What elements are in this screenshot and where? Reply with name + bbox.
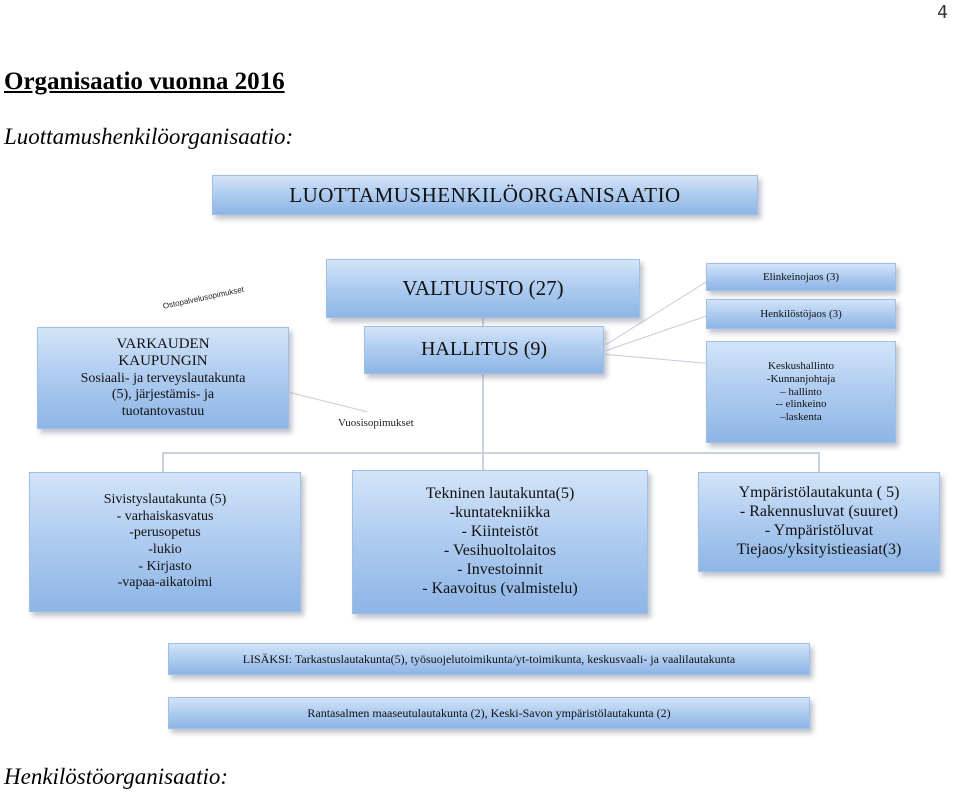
sivistys-line: Sivistyslautakunta (5) bbox=[103, 492, 227, 508]
page-number: 4 bbox=[937, 2, 948, 23]
henkilostojaos-label: Henkilöstöjaos (3) bbox=[760, 307, 842, 320]
ymparisto-line: Tiejaos/yksityistieasiat(3) bbox=[736, 540, 902, 558]
elinkeinojaos-box bbox=[706, 263, 896, 291]
keskushallinto-line: – hallinto bbox=[780, 385, 822, 398]
keskushallinto-line: –laskenta bbox=[780, 411, 822, 424]
valtuusto-label: VALTUUSTO (27) bbox=[402, 276, 564, 301]
varkaus-line: KAUPUNGIN bbox=[118, 353, 208, 370]
connector-sivistys bbox=[162, 452, 164, 472]
hallitus-box bbox=[364, 326, 604, 374]
valtuusto-box bbox=[326, 259, 640, 318]
keskushallinto-box bbox=[706, 341, 896, 443]
ymparisto-line: Ympäristölautakunta ( 5) bbox=[738, 484, 900, 502]
tekninen-line: - Vesihuoltolaitos bbox=[443, 542, 557, 559]
tilted-connector-label: Ostopalvelusopimukset bbox=[162, 284, 245, 311]
tekninen-line: - Kiinteistöt bbox=[461, 523, 539, 541]
page-title: Organisaatio vuonna 2016 bbox=[4, 68, 285, 95]
elinkeinojaos-label: Elinkeinojaos (3) bbox=[762, 270, 840, 283]
henkilostojaos-box bbox=[706, 299, 896, 329]
rantasalmi-label: Rantasalmen maaseutulautakunta (2), Keski-Savon ympäristölautakunta (2) bbox=[307, 705, 671, 720]
tekninen-box bbox=[352, 470, 648, 614]
ymparisto-box bbox=[698, 472, 940, 572]
connector-keskushallinto bbox=[606, 354, 706, 364]
connector-ymparisto bbox=[818, 452, 820, 472]
varkaus-line: (5), järjestämis- ja bbox=[111, 387, 215, 403]
vuosisopimukset-label: Vuosisopimukset bbox=[338, 417, 414, 429]
tekninen-line: -kuntatekniikka bbox=[449, 504, 551, 522]
tekninen-line: - Kaavoitus (valmistelu) bbox=[422, 579, 578, 597]
varkaus-line: tuotantovastuu bbox=[121, 403, 205, 419]
sivistys-line: -vapaa-aikatoimi bbox=[117, 575, 213, 591]
footer-heading: Henkilöstöorganisaatio: bbox=[4, 764, 229, 789]
keskushallinto-line: -- elinkeino bbox=[775, 398, 827, 411]
keskushallinto-line: -Kunnanjohtaja bbox=[766, 372, 836, 385]
page-subtitle: Luottamushenkilöorganisaatio: bbox=[4, 124, 294, 149]
tekninen-line: - Investoinnit bbox=[457, 560, 543, 578]
sivistys-line: -perusopetus bbox=[129, 525, 201, 541]
header-box bbox=[212, 175, 758, 215]
ymparisto-line: - Rakennusluvat (suuret) bbox=[739, 503, 899, 521]
connector-level-bar bbox=[162, 452, 820, 454]
sivistys-line: - Kirjasto bbox=[138, 558, 192, 574]
rantasalmi-box bbox=[168, 697, 810, 729]
lisaksi-box bbox=[168, 643, 810, 675]
hallitus-label: HALLITUS (9) bbox=[420, 338, 548, 361]
varkaus-box bbox=[37, 327, 289, 429]
tekninen-line: Tekninen lautakunta(5) bbox=[425, 485, 575, 503]
connector-vuosisopimukset bbox=[290, 392, 368, 412]
sivistys-box bbox=[29, 472, 301, 612]
varkaus-line: Sosiaali- ja terveyslautakunta bbox=[80, 370, 246, 386]
sivistys-line: -lukio bbox=[148, 542, 182, 557]
header-label: LUOTTAMUSHENKILÖORGANISAATIO bbox=[289, 182, 681, 207]
connector-valtuusto-hallitus bbox=[482, 318, 484, 326]
ymparisto-line: - Ympäristöluvat bbox=[764, 522, 874, 539]
sivistys-line: - varhaiskasvatus bbox=[116, 508, 214, 524]
connector-hallitus-trunk bbox=[482, 374, 484, 470]
varkaus-line: VARKAUDEN bbox=[116, 335, 210, 352]
keskushallinto-line: Keskushallinto bbox=[768, 359, 834, 372]
lisaksi-label: LISÄKSI: Tarkastuslautakunta(5), työsuojelutoimikunta/yt-toimikunta, keskusvaali- ja vaalilautakunta bbox=[242, 651, 736, 666]
